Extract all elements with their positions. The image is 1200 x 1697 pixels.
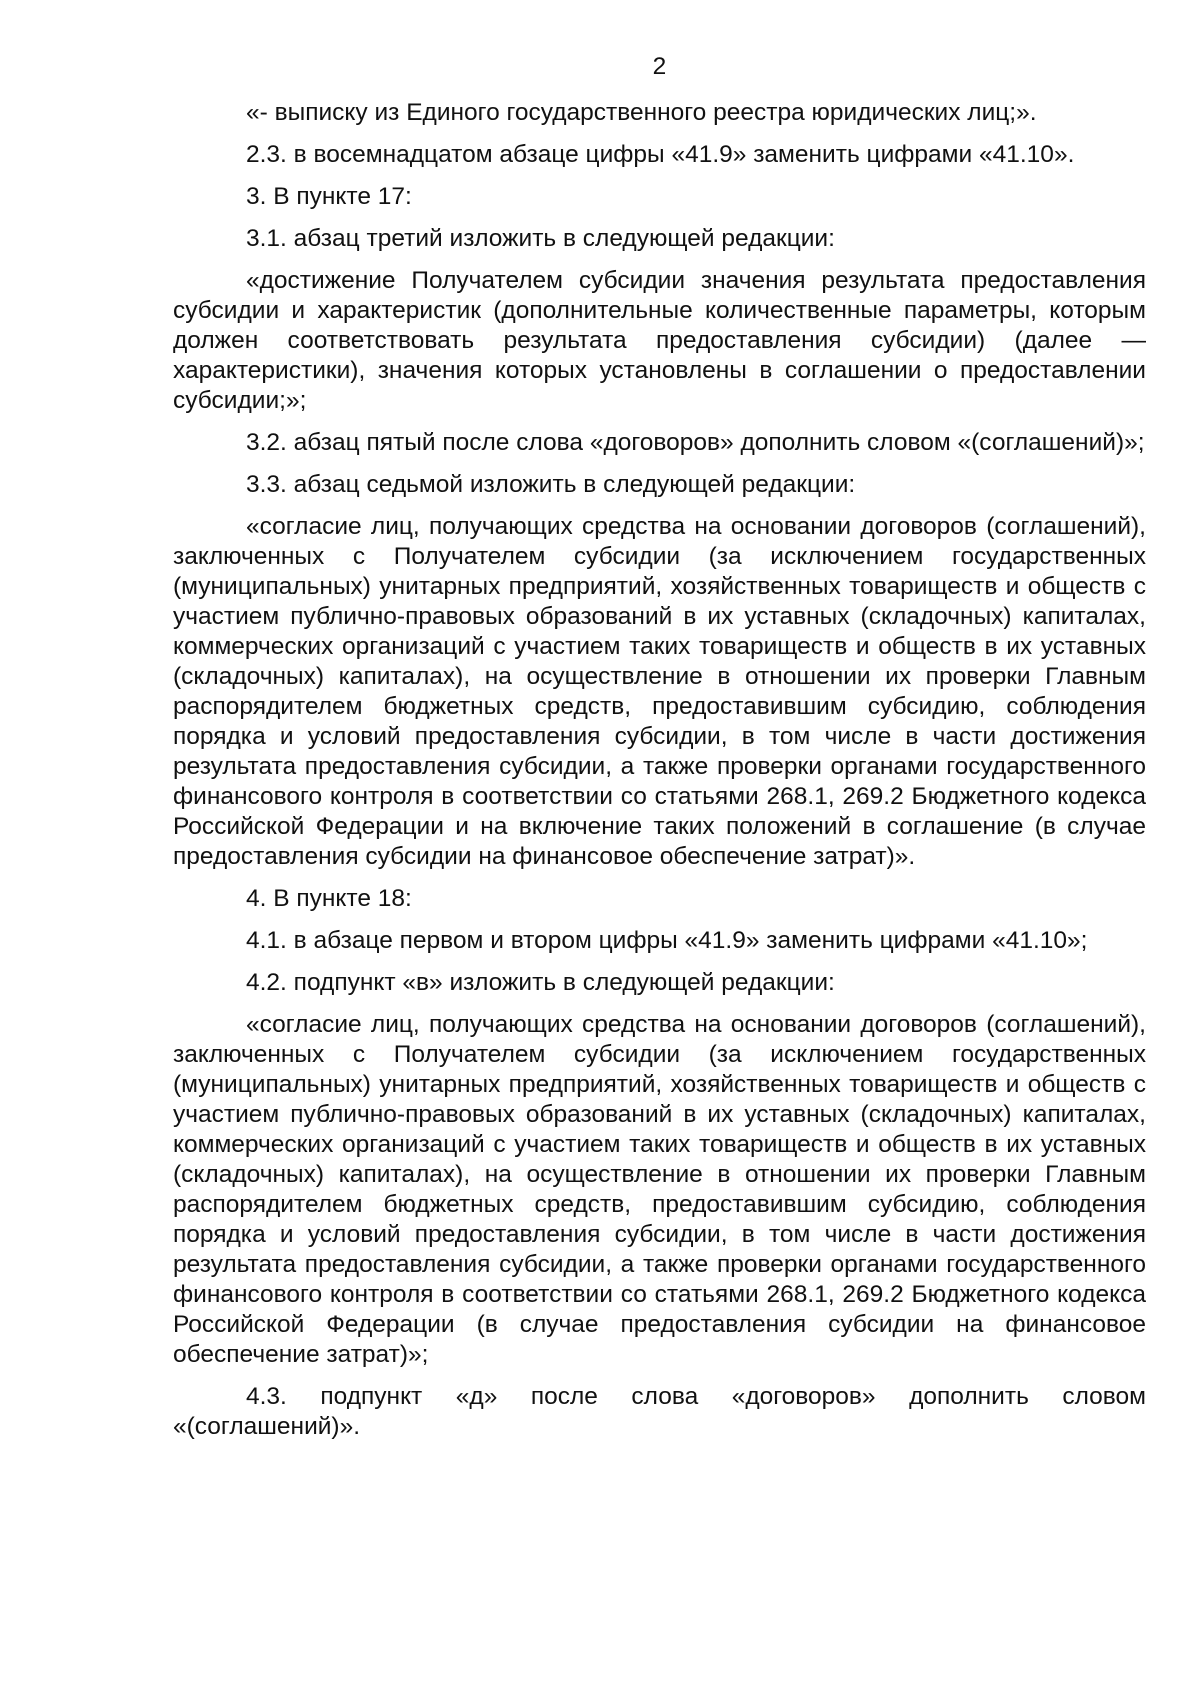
paragraph-4-3: 4.3. подпункт «д» после слова «договоров» дополнить словом «(соглашений)». — [173, 1383, 1146, 1440]
paragraph-2-3: 2.3. в восемнадцатом абзаце цифры «41.9» заменить цифрами «41.10». — [246, 141, 1075, 168]
paragraph-3-3: 3.3. абзац седьмой изложить в следующей редакции: — [246, 471, 856, 498]
paragraph-3-1-quote: «достижение Получателем субсидии значения результата предоставления субсидии и характеристик (дополнительные количественные параметры, которым должен соответствовать результата предоставления субсидии) (далее — характеристики), значения которых установлены в соглашении о предоставлении субсидии;»; — [173, 267, 1146, 414]
paragraph-3-1: 3.1. абзац третий изложить в следующей редакции: — [246, 225, 835, 252]
paragraph-3-3-quote: «согласие лиц, получающих средства на основании договоров (соглашений), заключенных с Получателем субсидии (за исключением государственных (муниципальных) унитарных предприятий, хозяйственных товариществ и обществ с участием публично-правовых образований в их уставных (складочных) капиталах, коммерческих организаций с участием таких товариществ и обществ в их уставных (складочных) капиталах), на осуществление в отношении их проверки Главным распорядителем бюджетных средств, предоставившим субсидию, соблюдения порядка и условий предоставления субсидии, в том числе в части достижения результата предоставления субсидии, а также проверки органами государственного финансового контроля в соответствии со статьями 268.1, 269.2 Бюджетного кодекса Российской Федерации и на включение таких положений в соглашение (в случае предоставления субсидии на финансовое обеспечение затрат)». — [173, 513, 1146, 870]
paragraph-3: 3. В пункте 17: — [246, 183, 412, 210]
paragraph-3-2: 3.2. абзац пятый после слова «договоров» дополнить словом «(соглашений)»; — [246, 429, 1145, 456]
paragraph-quote-egrul-extract: «- выписку из Единого государственного реестра юридических лиц;». — [246, 99, 1037, 126]
document-page — [173, 52, 1146, 1454]
paragraph-4: 4. В пункте 18: — [246, 885, 412, 912]
paragraph-4-2: 4.2. подпункт «в» изложить в следующей редакции: — [246, 969, 835, 996]
paragraph-4-2-quote: «согласие лиц, получающих средства на основании договоров (соглашений), заключенных с Получателем субсидии (за исключением государственных (муниципальных) унитарных предприятий, хозяйственных товариществ и обществ с участием публично-правовых образований в их уставных (складочных) капиталах, коммерческих организаций с участием таких товариществ и обществ в их уставных (складочных) капиталах), на осуществление в отношении их проверки Главным распорядителем бюджетных средств, предоставившим субсидию, соблюдения порядка и условий предоставления субсидии, в том числе в части достижения результата предоставления субсидии, а также проверки органами государственного финансового контроля в соответствии со статьями 268.1, 269.2 Бюджетного кодекса Российской Федерации (в случае предоставления субсидии на финансовое обеспечение затрат)»; — [173, 1011, 1146, 1368]
paragraph-4-1: 4.1. в абзаце первом и втором цифры «41.9» заменить цифрами «41.10»; — [246, 927, 1088, 954]
page-number: 2 — [652, 53, 667, 80]
